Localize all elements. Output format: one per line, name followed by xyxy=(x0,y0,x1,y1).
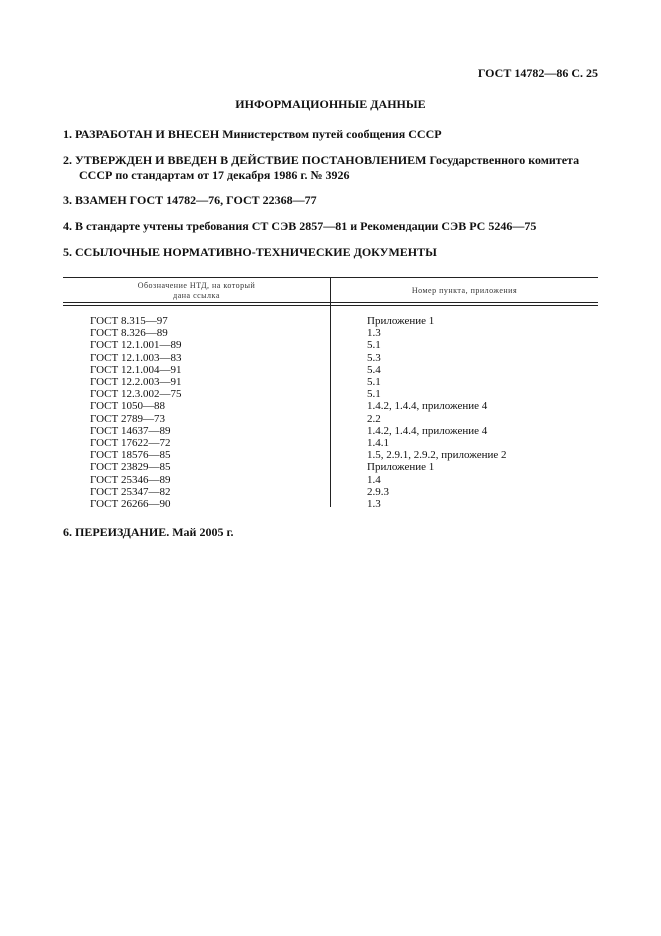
table-cell-clause: 5.3 xyxy=(367,351,381,364)
item-2: 2. УТВЕРЖДЕН И ВВЕДЕН В ДЕЙСТВИЕ ПОСТАНОВЛЕНИЕМ Государственного комитета xyxy=(63,153,580,167)
column-header-designation xyxy=(63,281,330,301)
designation-column xyxy=(90,315,181,510)
table-cell-designation: ГОСТ 12.1.003—83 xyxy=(90,351,182,364)
table-cell-designation: ГОСТ 12.1.004—91 xyxy=(90,363,182,376)
table-cell-clause: 5.1 xyxy=(367,388,381,401)
table-cell-designation: ГОСТ 8.315—97 xyxy=(90,315,168,327)
table-cell-clause: 5.1 xyxy=(367,339,381,352)
page-header: ГОСТ 14782—86 С. 25 xyxy=(477,66,598,80)
table-cell-designation: ГОСТ 12.1.001—89 xyxy=(90,339,182,352)
table-cell-clause: Приложение 1 xyxy=(367,315,435,327)
table-cell-designation: ГОСТ 23829—85 xyxy=(90,461,171,474)
clause-column xyxy=(367,315,506,510)
table-cell-clause: Приложение 1 xyxy=(367,461,435,474)
item-5: 5. ССЫЛОЧНЫЕ НОРМАТИВНО-ТЕХНИЧЕСКИЕ ДОКУМЕНТЫ xyxy=(63,245,437,259)
table-cell-clause: 1.5, 2.9.1, 2.9.2, приложение 2 xyxy=(367,449,507,462)
item-2-cont: СССР по стандартам от 17 декабря 1986 г. № 3926 xyxy=(79,168,350,182)
table-cell-clause: 1.4 xyxy=(367,473,381,486)
item-1: 1. РАЗРАБОТАН И ВНЕСЕН Министерством путей сообщения СССР xyxy=(63,127,442,141)
table-cell-designation: ГОСТ 25346—89 xyxy=(90,473,171,486)
table-cell-clause: 2.2 xyxy=(367,412,381,425)
table-cell-designation: ГОСТ 17622—72 xyxy=(90,437,171,450)
table-cell-clause: 1.4.1 xyxy=(367,437,389,450)
table-cell-designation: ГОСТ 12.2.003—91 xyxy=(90,376,182,389)
item-6: 6. ПЕРЕИЗДАНИЕ. Май 2005 г. xyxy=(63,525,234,539)
header-line: Обозначение НТД, на который xyxy=(137,281,256,290)
item-4: 4. В стандарте учтены требования СТ СЭВ 2857—81 и Рекомендации СЭВ РС 5246—75 xyxy=(63,219,537,233)
table-cell-clause: 2.9.3 xyxy=(367,485,389,498)
table-cell-clause: 1.4.2, 1.4.4, приложение 4 xyxy=(367,424,488,437)
table-cell-designation: ГОСТ 1050—88 xyxy=(90,400,165,413)
table-cell-clause: 1.3 xyxy=(367,327,381,340)
table-cell-clause: 5.1 xyxy=(367,376,381,389)
table-cell-designation: ГОСТ 14637—89 xyxy=(90,424,171,437)
table-cell-designation: ГОСТ 2789—73 xyxy=(90,412,165,425)
table-cell-designation: ГОСТ 25347—82 xyxy=(90,485,171,498)
table-cell-clause: 1.4.2, 1.4.4, приложение 4 xyxy=(367,400,488,413)
table-cell-designation: ГОСТ 8.326—89 xyxy=(90,327,168,340)
table-cell-clause: 1.3 xyxy=(367,498,381,511)
item-3: 3. ВЗАМЕН ГОСТ 14782—76, ГОСТ 22368—77 xyxy=(63,193,317,207)
table-cell-designation: ГОСТ 12.3.002—75 xyxy=(90,388,182,401)
table-cell-designation: ГОСТ 26266—90 xyxy=(90,498,171,511)
header-line: дана ссылка xyxy=(173,291,220,300)
column-divider xyxy=(330,277,331,507)
section-title: ИНФОРМАЦИОННЫЕ ДАННЫЕ xyxy=(235,97,426,111)
column-header-clause: Номер пункта, приложения xyxy=(411,286,518,295)
references-table xyxy=(63,277,598,511)
table-cell-clause: 5.4 xyxy=(367,363,381,376)
table-cell-designation: ГОСТ 18576—85 xyxy=(90,449,171,462)
